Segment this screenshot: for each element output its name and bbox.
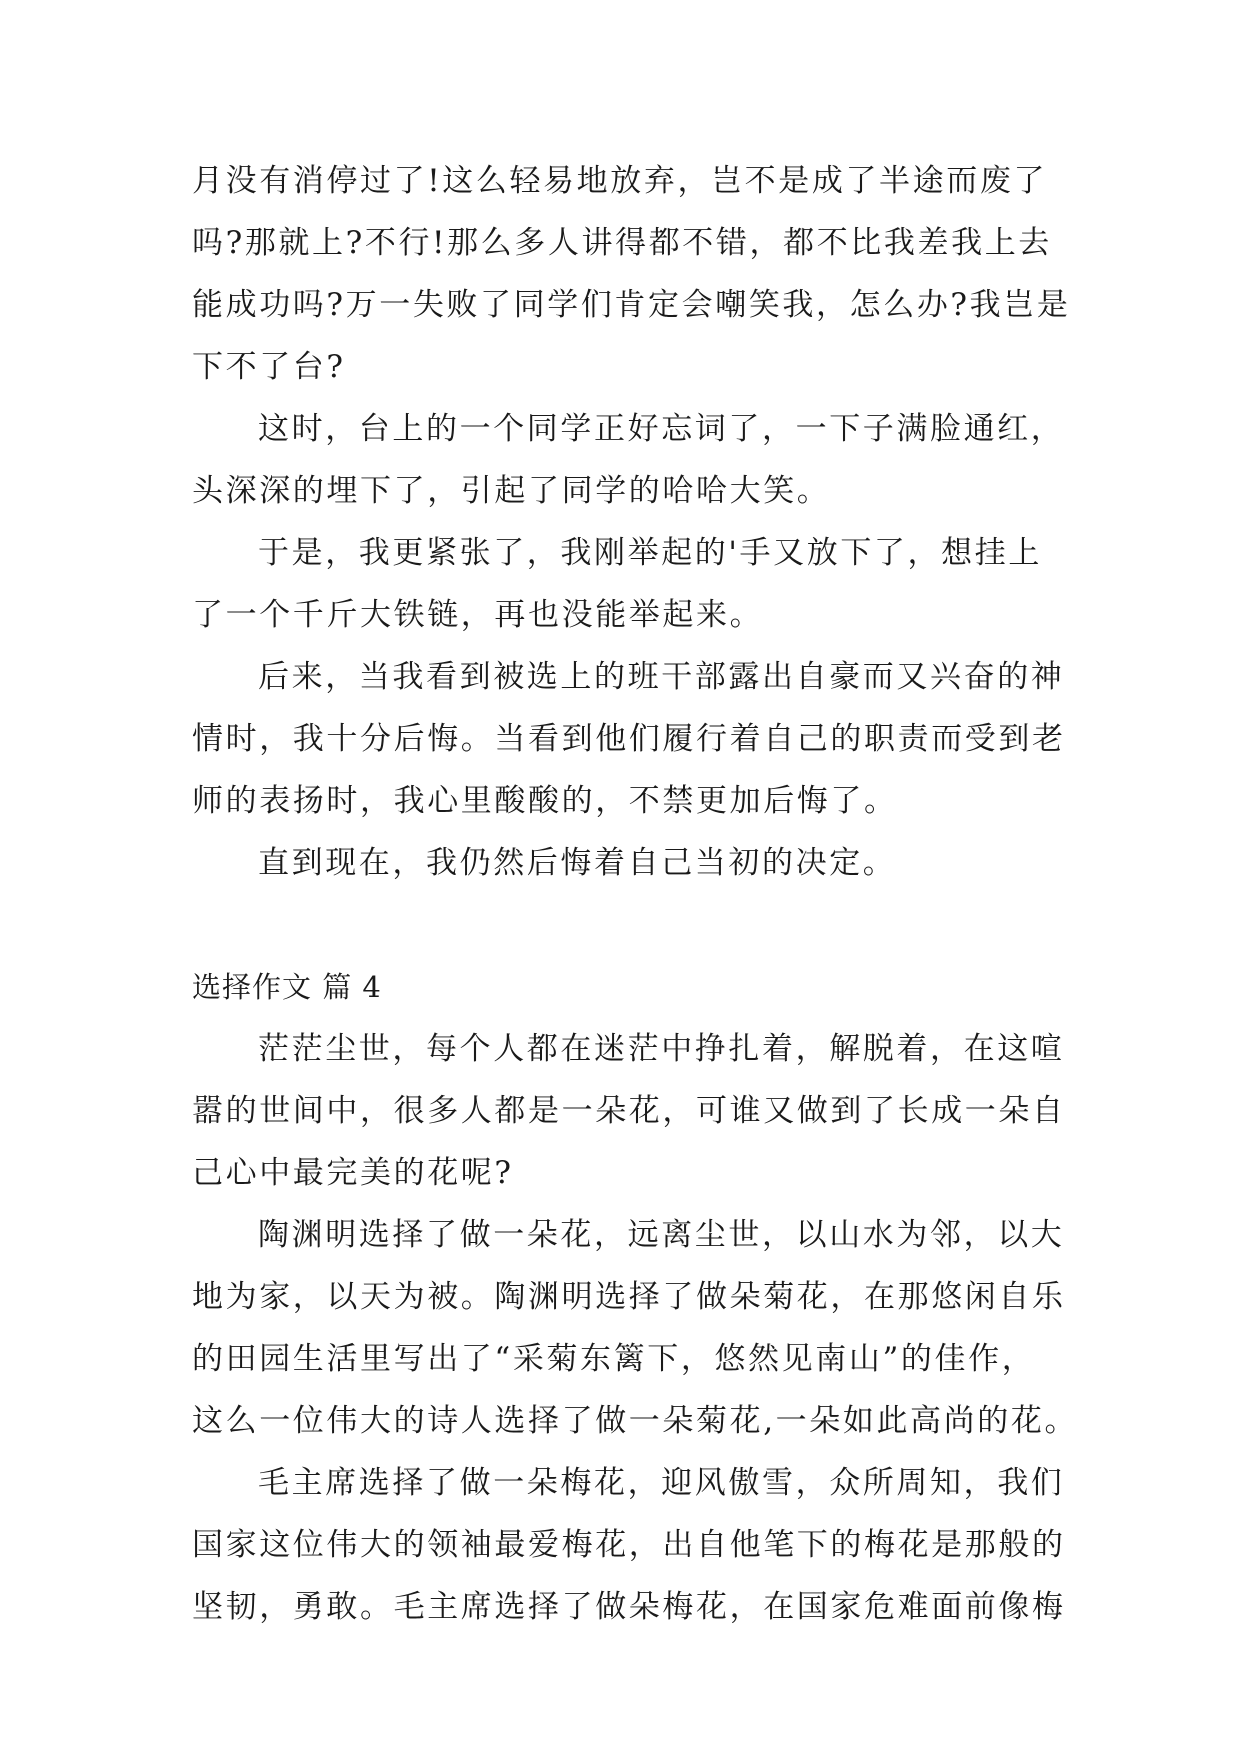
section-heading: 选择作文 篇 4 <box>192 970 382 1004</box>
text-line: 于是，我更紧张了，我刚举起的'手又放下了，想挂上 <box>258 535 1042 571</box>
text-line: 坚韧，勇敢。毛主席选择了做朵梅花，在国家危难面前像梅 <box>192 1589 1066 1625</box>
text-line: 毛主席选择了做一朵梅花，迎风傲雪，众所周知，我们 <box>258 1465 1065 1501</box>
paragraph <box>192 150 1071 398</box>
text-line: 的田园生活里写出了“采菊东篱下，悠然见南山”的佳作， <box>192 1341 1036 1377</box>
text-line: 直到现在，我仍然后悔着自己当初的决定。 <box>258 845 897 881</box>
text-line: 国家这位伟大的领袖最爱梅花，出自他笔下的梅花是那般的 <box>192 1527 1066 1563</box>
text-line: 头深深的埋下了，引起了同学的哈哈大笑。 <box>192 473 831 509</box>
paragraph <box>192 832 1052 894</box>
text-line: 下不了台? <box>192 349 346 385</box>
text-line: 己心中最完美的花呢? <box>192 1155 514 1191</box>
text-line: 能成功吗?万一失败了同学们肯定会嘲笑我，怎么办?我岂是 <box>192 287 1071 323</box>
text-line: 陶渊明选择了做一朵花，远离尘世，以山水为邻，以大 <box>258 1217 1065 1253</box>
text-line: 了一个千斤大铁链，再也没能举起来。 <box>192 597 764 633</box>
text-line: 这时，台上的一个同学正好忘词了，一下子满脸通红， <box>258 411 1065 447</box>
text-line: 吗?那就上?不行!那么多人讲得都不错，都不比我差我上去 <box>192 225 1052 261</box>
text-line: 嚣的世间中，很多人都是一朵花，可谁又做到了长成一朵自 <box>192 1093 1066 1129</box>
section-gap <box>192 894 1052 956</box>
paragraph <box>192 1018 1066 1204</box>
text-line: 月没有消停过了!这么轻易地放弃，岂不是成了半途而废了 <box>192 163 1048 199</box>
paragraph <box>192 398 1065 522</box>
paragraph <box>192 522 1052 646</box>
text-line: 地为家，以天为被。陶渊明选择了做朵菊花，在那悠闲自乐 <box>192 1279 1066 1315</box>
text-line: 这么一位伟大的诗人选择了做一朵菊花,一朵如此高尚的花。 <box>192 1403 1079 1439</box>
text-line: 后来，当我看到被选上的班干部露出自豪而又兴奋的神 <box>258 659 1065 695</box>
document-page <box>192 150 1079 1638</box>
paragraph <box>192 1204 1079 1452</box>
text-line: 师的表扬时，我心里酸酸的，不禁更加后悔了。 <box>192 783 898 819</box>
text-line: 茫茫尘世，每个人都在迷茫中挣扎着，解脱着，在这喧 <box>258 1031 1065 1067</box>
paragraph <box>192 1452 1066 1638</box>
paragraph <box>192 646 1066 832</box>
text-line: 情时，我十分后悔。当看到他们履行着自己的职责而受到老 <box>192 721 1066 757</box>
